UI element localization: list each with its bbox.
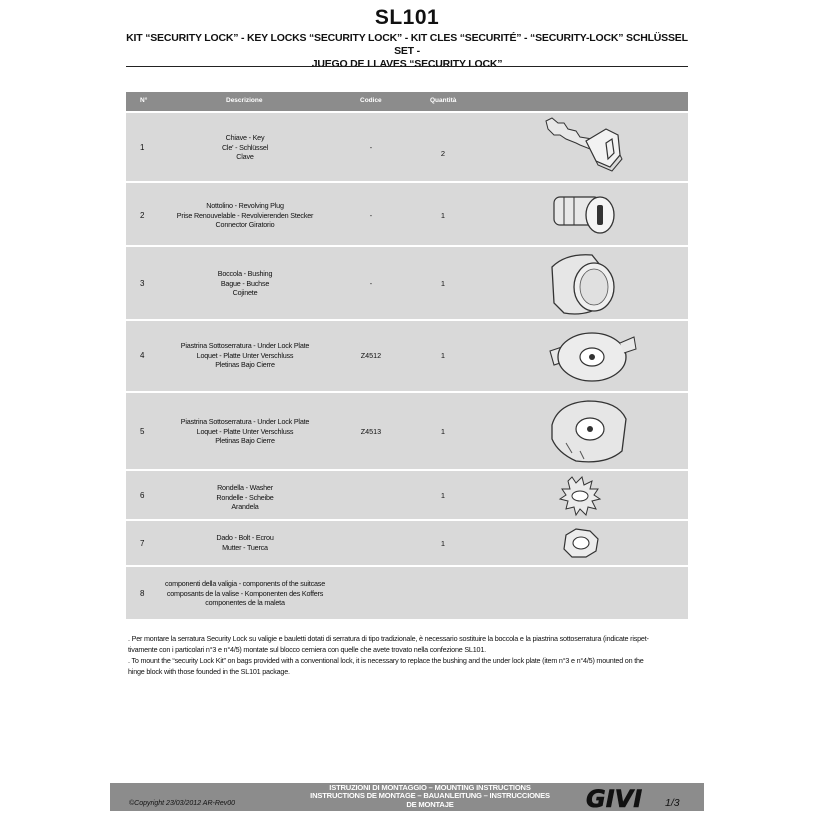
desc-line: Nottolino - Revolving Plug xyxy=(206,201,284,210)
desc-line: Pletinas Bajo Cierre xyxy=(215,436,275,446)
desc-line: Dado - Bolt - Ecrou xyxy=(216,533,274,542)
desc-line: Clave xyxy=(236,152,254,162)
desc-line: Mutter - Tuerca xyxy=(222,542,268,552)
desc-line: Arandela xyxy=(231,502,259,512)
table-row xyxy=(126,565,688,619)
column-header-number: N° xyxy=(140,97,148,104)
row-description xyxy=(166,483,324,512)
table-row xyxy=(126,469,688,519)
note-english-line-1: . To mount the “security Lock Kit” on bags provided with a conventional lock, it is necessary to replace the bushing and the under lock plate (item n°3 e n°4/5) mounted on the xyxy=(128,656,644,665)
parts-table xyxy=(126,92,688,619)
instructions-caption xyxy=(280,784,580,809)
title-divider xyxy=(126,66,688,67)
document-title: SL101 xyxy=(374,6,440,29)
desc-line: Pletinas Bajo Cierre xyxy=(215,360,275,370)
row-code: Z4513 xyxy=(360,427,382,436)
row-description xyxy=(166,533,324,552)
row-number: 8 xyxy=(140,589,145,598)
page-number: 1/3 xyxy=(665,797,680,809)
column-header-quantity: Quantità xyxy=(430,97,457,104)
table-row xyxy=(126,245,688,319)
instructions-line: ISTRUZIONI DI MONTAGGIO – MOUNTING INSTRUCTIONS xyxy=(329,783,531,792)
row-quantity: 1 xyxy=(440,427,446,436)
desc-line: Cojinete xyxy=(232,288,258,298)
row-quantity: 1 xyxy=(440,539,446,548)
desc-line: composants de la valise - Komponenten des Koffers xyxy=(166,588,324,598)
row-description xyxy=(150,579,340,608)
page-footer xyxy=(110,783,704,811)
subtitle-line-2: JUEGO DE LLAVES “SECURITY LOCK” xyxy=(311,58,503,70)
desc-line: Cle' - Schlüssel xyxy=(221,142,269,152)
desc-line: Chiave - Key xyxy=(225,133,265,142)
desc-line: Loquet - Platte Unter Verschluss xyxy=(196,426,294,436)
key-icon xyxy=(536,115,636,179)
desc-line: Rondelle - Scheibe xyxy=(216,492,274,502)
svg-text:GIVI: GIVI xyxy=(586,786,643,810)
row-number: 3 xyxy=(140,279,145,288)
givi-logo xyxy=(584,786,662,810)
note-italian-line-1: . Per montare la serratura Security Lock su valigie e bauletti dotati di serratura di tipo tradizionale, è necessario sostituire la boccola e la piastrina sottoserratura (indicate rispet- xyxy=(128,634,649,643)
table-row xyxy=(126,519,688,565)
row-number: 5 xyxy=(140,427,145,436)
row-quantity: 1 xyxy=(440,279,446,288)
column-header-code: Codice xyxy=(360,97,382,104)
bushing-icon xyxy=(536,249,636,319)
mounting-notes xyxy=(128,633,690,677)
table-header xyxy=(126,92,688,111)
desc-line: Loquet - Platte Unter Verschluss xyxy=(196,350,294,360)
instructions-line: DE MONTAJE xyxy=(406,799,454,809)
desc-line: Connector Giratorio xyxy=(215,220,275,230)
table-row xyxy=(126,319,688,391)
row-quantity: 1 xyxy=(440,211,446,220)
row-description xyxy=(166,201,324,230)
desc-line: Boccola - Bushing xyxy=(217,269,273,278)
revolving-plug-icon xyxy=(536,185,636,245)
row-description xyxy=(166,341,324,370)
desc-line: Piastrina Sottoserratura - Under Lock Plate xyxy=(180,341,310,350)
copyright-text: ©Copyright 23/03/2012 AR-Rev00 xyxy=(129,800,236,807)
desc-line: Prise Renouvelable - Revolvierenden Stecker xyxy=(176,210,314,220)
row-number: 1 xyxy=(140,143,145,152)
row-code: - xyxy=(369,143,373,152)
note-italian-line-2: tivamente con i particolari n°3 e n°4/5) montate sul blocco cerniera con quelle che avete trovato nella confezione SL101. xyxy=(128,645,486,654)
row-description xyxy=(166,417,324,446)
desc-line: Piastrina Sottoserratura - Under Lock Plate xyxy=(180,417,310,426)
row-number: 7 xyxy=(140,539,145,548)
washer-icon xyxy=(536,473,636,519)
note-english-line-2: hinge block with those founded in the SL101 package. xyxy=(128,667,290,676)
row-number: 6 xyxy=(140,491,145,500)
desc-line: componenti della valigia - components of the suitcase xyxy=(164,579,325,588)
instructions-line: INSTRUCTIONS DE MONTAGE – BAUANLEITUNG – INSTRUCCIONES xyxy=(310,791,550,801)
desc-line: Bague - Buchse xyxy=(220,278,270,288)
row-description xyxy=(166,269,324,298)
row-quantity: 1 xyxy=(440,491,446,500)
row-code: Z4512 xyxy=(360,351,382,360)
row-number: 2 xyxy=(140,211,145,220)
under-lock-plate-alt-icon xyxy=(536,395,646,469)
table-row xyxy=(126,181,688,245)
row-number: 4 xyxy=(140,351,145,360)
subtitle-line-1: KIT “SECURITY LOCK” - KEY LOCKS “SECURITY LOCK” - KIT CLES “SECURITÉ” - “SECURITY-LOCK” SCHLÜSSEL SET - xyxy=(126,32,688,57)
table-row xyxy=(126,391,688,469)
row-quantity: 2 xyxy=(440,149,446,158)
row-description xyxy=(166,133,324,162)
row-quantity: 1 xyxy=(440,351,446,360)
row-code: - xyxy=(369,211,373,220)
nut-icon xyxy=(536,523,636,565)
desc-line: Rondella - Washer xyxy=(217,483,273,492)
row-code: - xyxy=(369,279,373,288)
desc-line: componentes de la maleta xyxy=(205,598,285,608)
column-header-description: Descrizione xyxy=(226,97,263,104)
under-lock-plate-icon xyxy=(536,323,646,391)
table-row xyxy=(126,111,688,181)
